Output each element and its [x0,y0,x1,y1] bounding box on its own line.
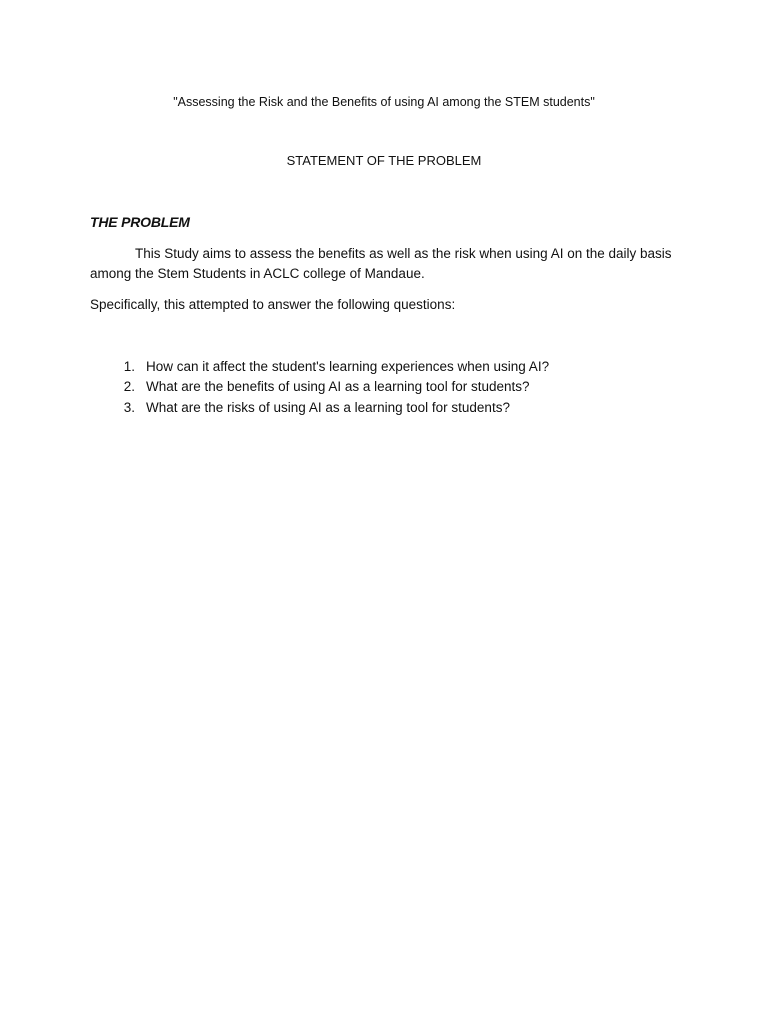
list-item-text: How can it affect the student's learning experiences when using AI? [146,359,550,374]
questions-intro-paragraph: Specifically, this attempted to answer the following questions: [90,297,456,312]
list-item-text: What are the benefits of using AI as a learning tool for students? [146,379,530,395]
list-item-text: What are the risks of using AI as a learning tool for students? [146,399,510,415]
list-item-number: 1. [123,359,135,374]
problem-heading: THE PROBLEM [90,214,190,230]
list-item [90,357,690,377]
document-title: "Assessing the Risk and the Benefits of using AI among the STEM students" [173,95,595,109]
question-list [90,357,690,418]
list-item [90,398,690,418]
list-item-number: 2. [123,379,135,395]
intro-paragraph: This Study aims to assess the benefits as well as the risk when using AI on the daily basis among the Stem Students in ACLC college of Mandaue. [90,246,672,281]
list-item-number: 3. [123,399,135,415]
list-item [90,377,690,397]
section-heading: STATEMENT OF THE PROBLEM [286,153,482,168]
